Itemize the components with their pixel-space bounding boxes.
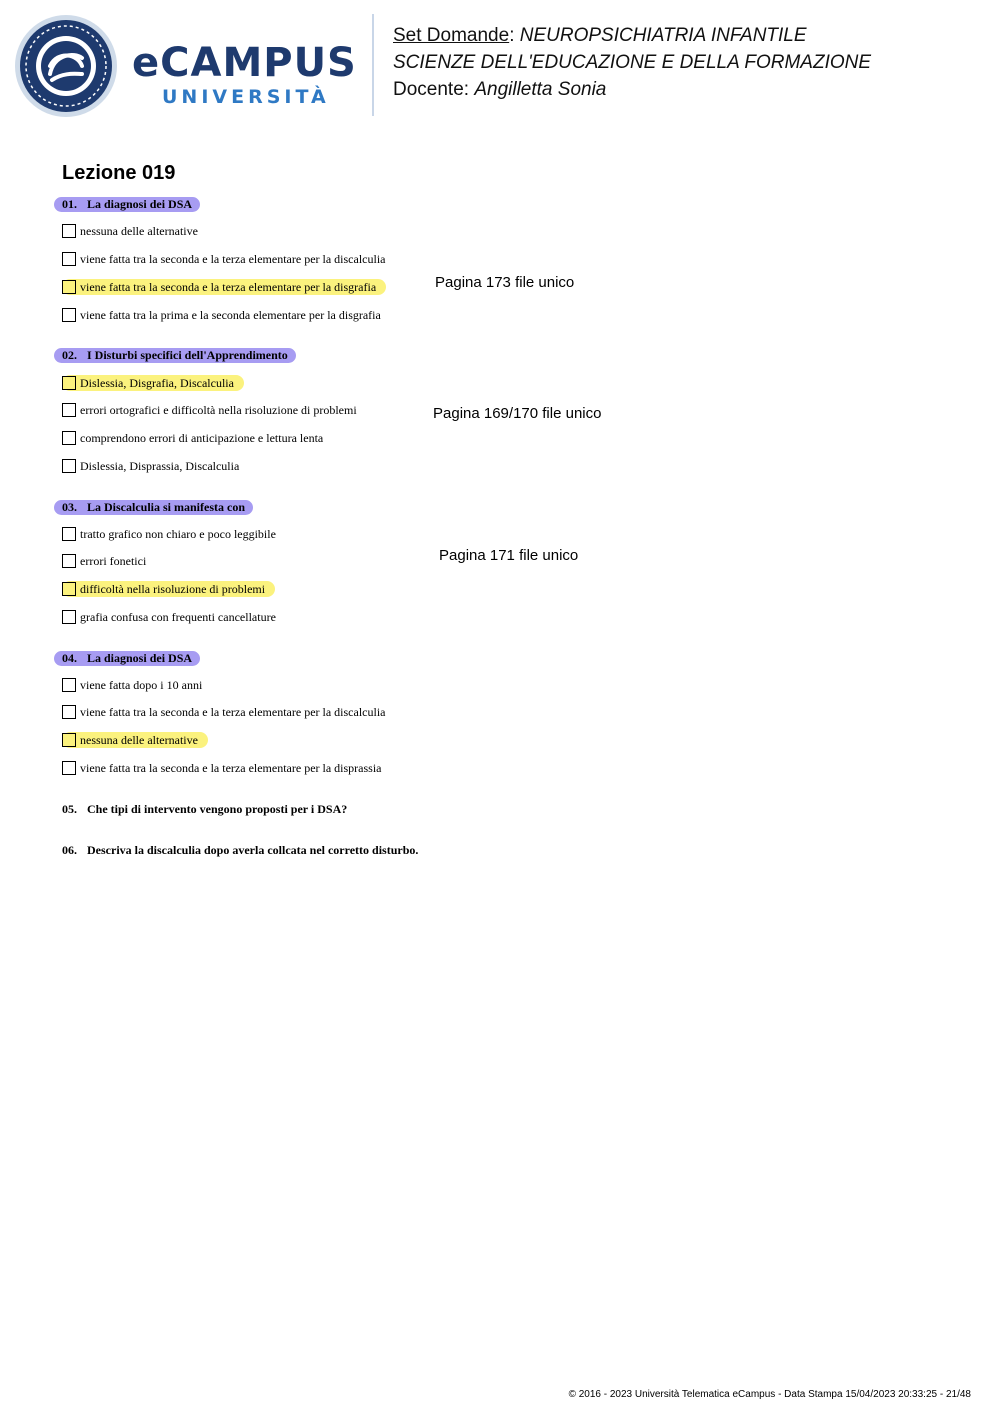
teacher-name: Angilletta Sonia xyxy=(474,79,607,100)
universita-logo-text: UNIVERSITÀ xyxy=(162,86,330,108)
question-04-title: 04. La diagnosi dei DSA xyxy=(54,651,200,666)
checkbox[interactable] xyxy=(62,376,76,390)
question-02-option-1-highlighted[interactable]: Dislessia, Disgrafia, Discalculia xyxy=(62,375,244,391)
question-01-option-4[interactable]: viene fatta tra la prima e la seconda elementare per la disgrafia xyxy=(62,307,381,323)
question-02-option-3[interactable]: comprendono errori di anticipazione e lettura lenta xyxy=(62,430,323,446)
checkbox[interactable] xyxy=(62,761,76,775)
ecampus-wordmark xyxy=(132,40,362,115)
question-01-note: Pagina 173 file unico xyxy=(435,274,575,291)
question-01-option-2[interactable]: viene fatta tra la seconda e la terza elementare per la discalculia xyxy=(62,251,385,267)
lesson-title: Lezione 019 xyxy=(62,162,176,184)
university-seal-logo xyxy=(14,14,118,118)
question-04-option-2[interactable]: viene fatta tra la seconda e la terza elementare per la discalculia xyxy=(62,704,385,720)
question-06-title: 06. Descriva la discalculia dopo averla collcata nel corretto disturbo. xyxy=(62,843,419,857)
course-info: Set Domande: NEUROPSICHIATRIA INFANTILE SCIENZE DELL'EDUCAZIONE E DELLA FORMAZIONE Docente: Angilletta Sonia xyxy=(393,25,872,100)
header-divider xyxy=(372,14,374,116)
checkbox[interactable] xyxy=(62,308,76,322)
page-footer: © 2016 - 2023 Università Telematica eCampus - Data Stampa 15/04/2023 20:33:25 - 21/48 xyxy=(568,1389,971,1400)
question-03-option-1[interactable]: tratto grafico non chiaro e poco leggibile xyxy=(62,526,276,542)
checkbox[interactable] xyxy=(62,280,76,294)
question-03-note: Pagina 171 file unico xyxy=(439,547,579,564)
question-02-title: 02. I Disturbi specifici dell'Apprendimento xyxy=(54,348,296,363)
question-03-option-3-highlighted[interactable]: difficoltà nella risoluzione di problemi xyxy=(62,581,275,597)
checkbox[interactable] xyxy=(62,582,76,596)
faculty-name: SCIENZE DELL'EDUCAZIONE E DELLA FORMAZIONE xyxy=(393,52,872,73)
teacher-label: Docente: xyxy=(393,79,470,100)
checkbox[interactable] xyxy=(62,705,76,719)
question-03-option-4[interactable]: grafia confusa con frequenti cancellature xyxy=(62,609,276,625)
course-name: NEUROPSICHIATRIA INFANTILE xyxy=(519,25,807,46)
question-02-option-2[interactable]: errori ortografici e difficoltà nella risoluzione di problemi xyxy=(62,402,357,418)
checkbox[interactable] xyxy=(62,733,76,747)
question-03-title: 03. La Discalculia si manifesta con xyxy=(54,500,253,515)
set-domande-label: Set Domande xyxy=(393,25,510,46)
question-01-title: 01. La diagnosi dei DSA xyxy=(54,197,200,212)
checkbox[interactable] xyxy=(62,554,76,568)
question-01-option-3-highlighted[interactable]: viene fatta tra la seconda e la terza elementare per la disgrafia xyxy=(62,279,386,295)
question-04-option-3-highlighted[interactable]: nessuna delle alternative xyxy=(62,732,208,748)
checkbox[interactable] xyxy=(62,527,76,541)
question-02-note: Pagina 169/170 file unico xyxy=(433,405,602,422)
question-03-option-2[interactable]: errori fonetici xyxy=(62,553,146,569)
question-02-option-4[interactable]: Dislessia, Disprassia, Discalculia xyxy=(62,458,239,474)
question-04-option-4[interactable]: viene fatta tra la seconda e la terza elementare per la disprassia xyxy=(62,760,382,776)
checkbox[interactable] xyxy=(62,403,76,417)
ecampus-logo-text: eCAMPUS xyxy=(132,40,357,86)
checkbox[interactable] xyxy=(62,431,76,445)
checkbox[interactable] xyxy=(62,252,76,266)
checkbox[interactable] xyxy=(62,678,76,692)
page-header xyxy=(0,0,1000,130)
question-05-title: 05. Che tipi di intervento vengono proposti per i DSA? xyxy=(62,802,348,816)
checkbox[interactable] xyxy=(62,224,76,238)
checkbox[interactable] xyxy=(62,610,76,624)
checkbox[interactable] xyxy=(62,459,76,473)
question-01-option-1[interactable]: nessuna delle alternative xyxy=(62,223,198,239)
question-04-option-1[interactable]: viene fatta dopo i 10 anni xyxy=(62,677,202,693)
